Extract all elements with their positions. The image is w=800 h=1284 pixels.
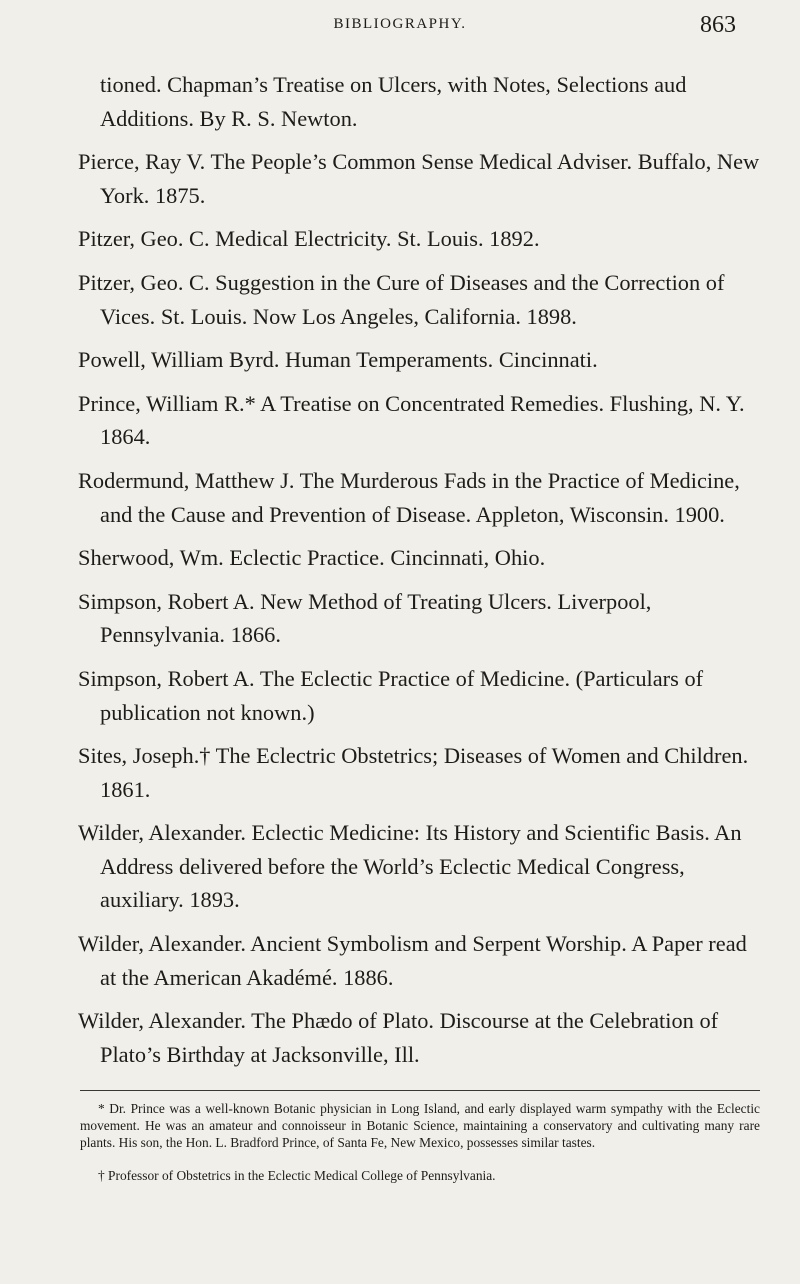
- footnote-prince: * Dr. Prince was a well-known Botanic physician in Long Island, and early displayed warm sympathy with the Eclectic movement. He was an amateur and connoisseur in Botanic Science, maintaining a conservatory and cultivating many rare plants. His son, the Hon. L. Bradford Prince, of Santa Fe, New Mexico, possesses similar tastes.: [80, 1101, 760, 1150]
- bibliography-entry: tioned. Chapman’s Treatise on Ulcers, with Notes, Selections aud Additions. By R. S. Newton.: [100, 72, 687, 131]
- bibliography-entry: Sites, Joseph.† The Eclectric Obstetrics; Diseases of Women and Children. 1861.: [78, 743, 749, 802]
- bibliography-entry: Wilder, Alexander. The Phædo of Plato. Discourse at the Celebration of Plato’s Birthday at Jacksonville, Ill.: [78, 1008, 719, 1067]
- footnotes: [80, 1100, 760, 1184]
- bibliography-entry: Wilder, Alexander. Eclectic Medicine: Its History and Scientific Basis. An Address delivered before the World’s Eclectic Medical Congress, auxiliary. 1893.: [78, 820, 742, 913]
- footnote-sites: † Professor of Obstetrics in the Eclectic Medical College of Pennsylvania.: [98, 1168, 496, 1183]
- running-header: BIBLIOGRAPHY.: [333, 16, 467, 32]
- footnote-divider: [80, 1090, 760, 1091]
- bibliography-entry: Rodermund, Matthew J. The Murderous Fads in the Practice of Medicine, and the Cause and Prevention of Disease. Appleton, Wisconsin. 1900.: [78, 467, 740, 527]
- bibliography-entry: Simpson, Robert A. New Method of Treating Ulcers. Liverpool, Pennsylvania. 1866.: [78, 588, 652, 648]
- bibliography-entry: Pitzer, Geo. C. Medical Electricity. St. Louis. 1892.: [78, 226, 540, 252]
- bibliography-entry: Sherwood, Wm. Eclectic Practice. Cincinnati, Ohio.: [78, 545, 546, 571]
- bibliography-entry: Wilder, Alexander. Ancient Symbolism and Serpent Worship. A Paper read at the American Akadémé. 1886.: [78, 931, 747, 990]
- bibliography-entry: Powell, William Byrd. Human Temperaments. Cincinnati.: [78, 347, 598, 373]
- bibliography-entries: [78, 68, 760, 1081]
- bibliography-entry: Pierce, Ray V. The People’s Common Sense Medical Adviser. Buffalo, New York. 1875.: [78, 149, 760, 208]
- page-number: 863: [700, 12, 736, 38]
- bibliography-entry: Simpson, Robert A. The Eclectic Practice of Medicine. (Particulars of publication not known.): [78, 665, 704, 725]
- bibliography-entry: Pitzer, Geo. C. Suggestion in the Cure of Diseases and the Correction of Vices. St. Louis. Now Los Angeles, California. 1898.: [78, 269, 725, 329]
- bibliography-entry: Prince, William R.* A Treatise on Concentrated Remedies. Flushing, N. Y. 1864.: [78, 390, 745, 450]
